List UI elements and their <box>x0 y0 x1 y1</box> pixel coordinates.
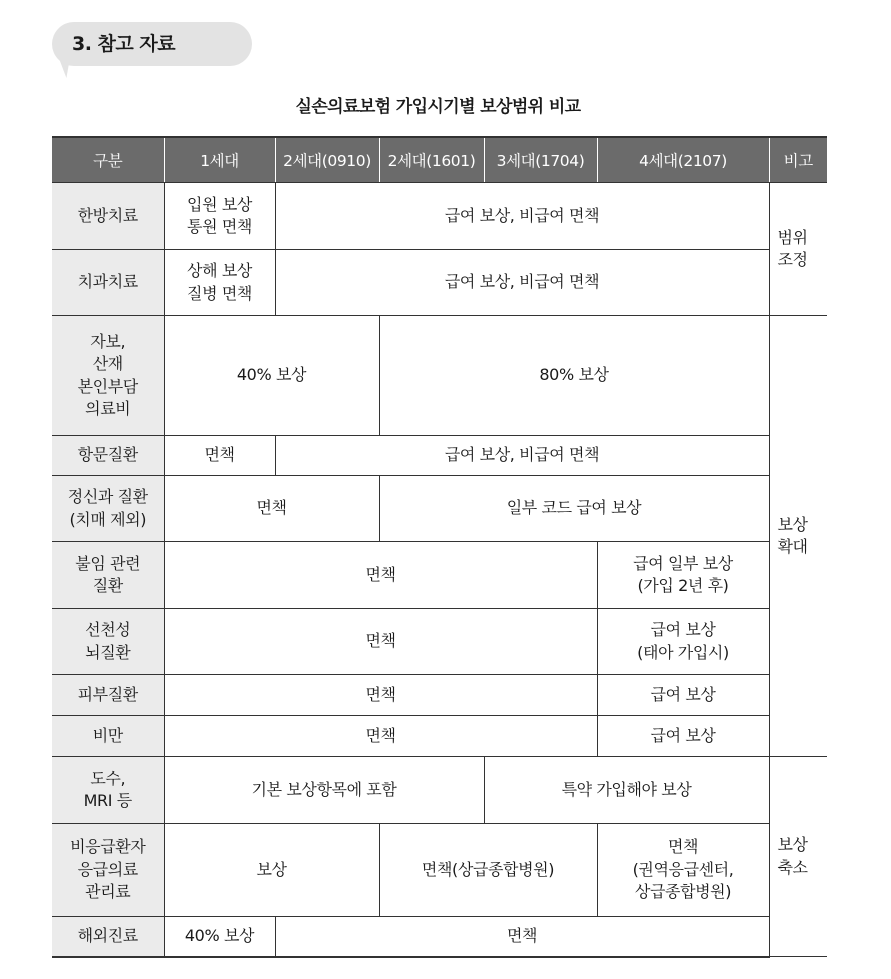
row-category: 한방치료 <box>52 183 164 250</box>
header-gen2-0910: 2세대(0910) <box>275 137 379 183</box>
row-category: 피부질환 <box>52 675 164 716</box>
table-row <box>52 675 827 716</box>
cell-gen2-to-gen4: 급여 보상, 비급여 면책 <box>275 436 769 476</box>
table-row <box>52 757 827 824</box>
cell-gen2-to-gen4: 급여 보상, 비급여 면책 <box>275 183 769 250</box>
cell-gen4: 면책 (권역응급센터, 상급종합병원) <box>597 824 769 917</box>
table-row <box>52 476 827 542</box>
header-gen1: 1세대 <box>164 137 275 183</box>
cell-gen4: 급여 보상 <box>597 716 769 757</box>
cell-gen1-to-gen3: 면책 <box>164 675 597 716</box>
cell-gen2-to-gen4: 급여 보상, 비급여 면책 <box>275 250 769 316</box>
cell-gen1: 40% 보상 <box>164 917 275 957</box>
row-category: 도수, MRI 등 <box>52 757 164 824</box>
row-category: 비응급환자 응급의료 관리료 <box>52 824 164 917</box>
cell-gen2-1601-to-gen3: 면책(상급종합병원) <box>379 824 597 917</box>
header-gen3-1704: 3세대(1704) <box>484 137 597 183</box>
row-category: 정신과 질환 (치매 제외) <box>52 476 164 542</box>
header-gen2-1601: 2세대(1601) <box>379 137 484 183</box>
note-scope-expand: 보상 확대 <box>769 316 827 757</box>
header-gen4-2107: 4세대(2107) <box>597 137 769 183</box>
table-row <box>52 609 827 675</box>
comparison-table <box>52 136 827 958</box>
table-row <box>52 917 827 957</box>
cell-gen1: 상해 보상 질병 면책 <box>164 250 275 316</box>
cell-gen4: 급여 보상 <box>597 675 769 716</box>
cell-gen1-to-gen2-0910: 보상 <box>164 824 379 917</box>
table-row <box>52 542 827 609</box>
table-row <box>52 716 827 757</box>
section-heading-tail <box>56 60 69 78</box>
cell-gen1: 면책 <box>164 436 275 476</box>
note-scope-reduce: 보상 축소 <box>769 757 827 957</box>
note-scope-adjust: 범위 조정 <box>769 183 827 316</box>
cell-gen2-1601-to-gen4: 80% 보상 <box>379 316 769 436</box>
header-category: 구분 <box>52 137 164 183</box>
cell-gen4: 급여 일부 보상 (가입 2년 후) <box>597 542 769 609</box>
cell-gen1-to-gen3: 면책 <box>164 716 597 757</box>
table-row <box>52 183 827 250</box>
row-category: 항문질환 <box>52 436 164 476</box>
table-row <box>52 824 827 917</box>
cell-gen1-to-gen2-0910: 40% 보상 <box>164 316 379 436</box>
section-heading: 3. 참고 자료 <box>52 22 252 66</box>
cell-gen3-to-gen4: 특약 가입해야 보상 <box>484 757 769 824</box>
table-row <box>52 250 827 316</box>
table-title: 실손의료보험 가입시기별 보상범위 비교 <box>295 97 581 117</box>
row-category: 불임 관련 질환 <box>52 542 164 609</box>
row-category: 해외진료 <box>52 917 164 957</box>
cell-gen1-to-gen2-0910: 면책 <box>164 476 379 542</box>
table-header-row <box>52 137 827 183</box>
cell-gen2-to-gen4: 면책 <box>275 917 769 957</box>
header-note: 비고 <box>769 137 827 183</box>
cell-gen4: 급여 보상 (태아 가입시) <box>597 609 769 675</box>
table-row <box>52 436 827 476</box>
row-category: 치과치료 <box>52 250 164 316</box>
row-category: 선천성 뇌질환 <box>52 609 164 675</box>
cell-gen1-to-gen2-1601: 기본 보상항목에 포함 <box>164 757 484 824</box>
cell-gen2-1601-to-gen4: 일부 코드 급여 보상 <box>379 476 769 542</box>
cell-gen1-to-gen3: 면책 <box>164 609 597 675</box>
row-category: 자보, 산재 본인부담 의료비 <box>52 316 164 436</box>
row-category: 비만 <box>52 716 164 757</box>
cell-gen1: 입원 보상 통원 면책 <box>164 183 275 250</box>
cell-gen1-to-gen3: 면책 <box>164 542 597 609</box>
table-row <box>52 316 827 436</box>
